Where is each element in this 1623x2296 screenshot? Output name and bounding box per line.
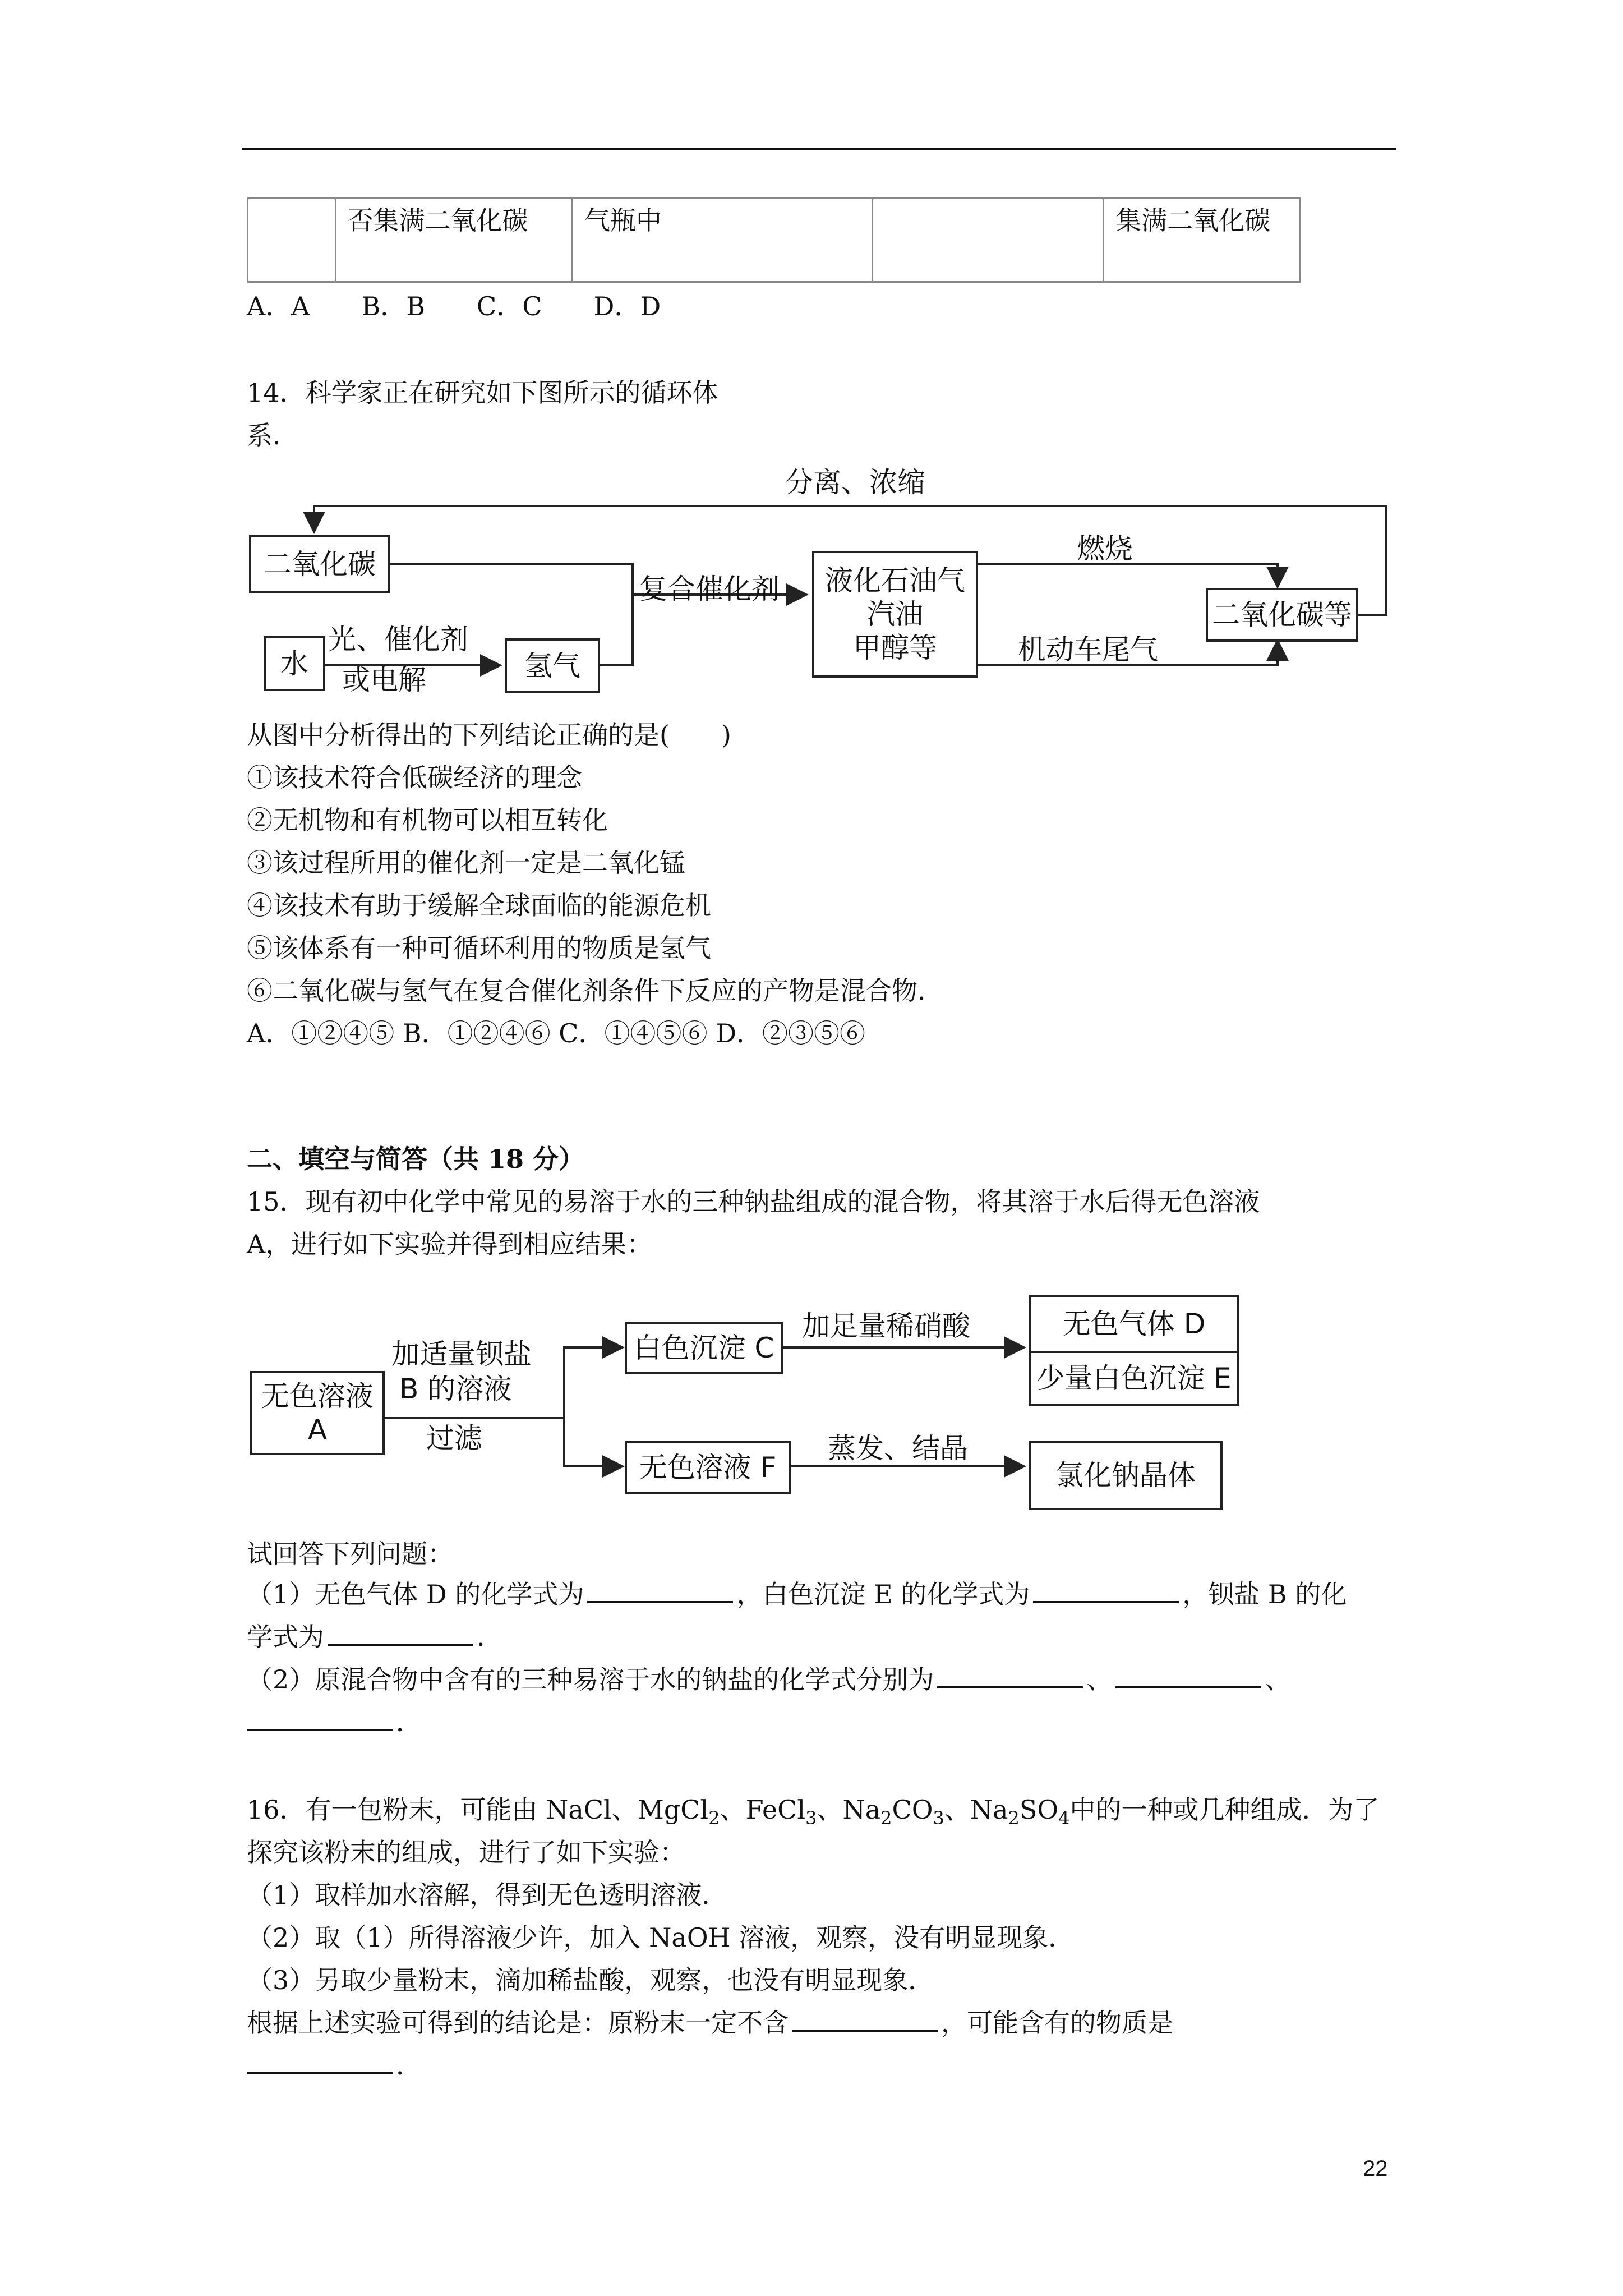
solution-a-line1: 无色溶液 — [261, 1380, 374, 1412]
table-cell: 否集满二氧化碳 — [335, 199, 572, 282]
box-co2-left: 二氧化碳 — [249, 535, 390, 593]
q16-text: 根据上述实验可得到的结论是：原粉末一定不含 — [247, 2008, 789, 2038]
q15-q2-sep: 、 — [1086, 1664, 1113, 1695]
fuel-lpg: 液化石油气 — [825, 564, 965, 597]
q14-options: A．①②④⑤ B．①②④⑥ C．①④⑤⑥ D．②③⑤⑥ — [247, 1018, 865, 1048]
box-solution-f: 无色溶液 F — [625, 1441, 791, 1494]
label-or-electrolysis: 或电解 — [342, 664, 426, 696]
box-gas-d-precipitate-e — [1029, 1295, 1239, 1406]
q16-step1: （1）取样加水溶解，得到无色透明溶液． — [247, 1880, 728, 1910]
answer-blank[interactable] — [1033, 1579, 1179, 1603]
answer-blank[interactable] — [328, 1621, 473, 1646]
q16-text: 、FeCl — [720, 1795, 806, 1825]
q15-q1-line1 — [247, 1577, 1347, 1611]
label-add-barium-2: B 的溶液 — [399, 1373, 512, 1405]
q15-q1-text: ． — [477, 1622, 502, 1652]
label-combustion: 燃烧 — [1077, 532, 1133, 565]
q16-text: ，可能含有的物质是 — [941, 2008, 1173, 2038]
q16-text: 16．有一包粉末，可能由 NaCl、MgCl — [247, 1795, 709, 1825]
box-co2-right: 二氧化碳等 — [1206, 588, 1358, 642]
q16-conclusion-line2 — [247, 2049, 422, 2082]
table-cell — [872, 199, 1103, 282]
q14-statement: ③该过程所用的催化剂一定是二氧化锰 — [247, 848, 685, 878]
fuel-methanol: 甲醇等 — [853, 632, 937, 664]
section-title: 二、填空与简答（共 18 分） — [247, 1144, 585, 1174]
q16-stem-line1 — [247, 1793, 1379, 1835]
q15-stem-line1: 15．现有初中化学中常见的易溶于水的三种钠盐组成的混合物，将其溶于水后得无色溶液 — [247, 1186, 1260, 1217]
label-vehicle-exhaust: 机动车尾气 — [1018, 633, 1158, 666]
box-solution-a — [250, 1371, 385, 1455]
subscript: 3 — [805, 1807, 817, 1829]
q16-text: CO — [892, 1795, 933, 1825]
q15-stem-line2: A，进行如下实验并得到相应结果： — [247, 1229, 653, 1259]
subscript: 2 — [1008, 1807, 1020, 1829]
label-add-nitric-acid: 加足量稀硝酸 — [802, 1310, 970, 1342]
subscript: 4 — [1058, 1807, 1070, 1829]
label-light-catalyst: 光、催化剂 — [328, 623, 468, 656]
q15-q1-text: ，钡盐 B 的化 — [1182, 1579, 1347, 1609]
q14-statement: ①该技术符合低碳经济的理念 — [247, 762, 582, 793]
table-cell: 气瓶中 — [572, 199, 872, 282]
box-precipitate-c: 白色沉淀 C — [625, 1322, 783, 1374]
subscript: 2 — [708, 1807, 720, 1829]
box-water: 水 — [264, 636, 325, 691]
subscript: 3 — [933, 1807, 944, 1829]
header-rule — [242, 148, 1396, 150]
q15-q2-text: （2）原混合物中含有的三种易溶于水的钠盐的化学式分别为 — [247, 1664, 934, 1695]
label-separate-concentrate: 分离、浓缩 — [785, 466, 925, 499]
q15-q2-line2 — [247, 1705, 422, 1739]
fuel-gasoline: 汽油 — [867, 598, 923, 631]
q14-statement: ⑥二氧化碳与氢气在复合催化剂条件下反应的产物是混合物． — [247, 976, 943, 1006]
label-composite-catalyst: 复合催化剂 — [639, 573, 780, 605]
answer-blank[interactable] — [792, 2007, 938, 2032]
table-cell — [248, 199, 336, 282]
q15-q1-text: （1）无色气体 D 的化学式为 — [247, 1579, 584, 1609]
box-hydrogen: 氢气 — [505, 638, 600, 693]
answer-blank[interactable] — [247, 1706, 393, 1731]
answer-blank[interactable] — [587, 1579, 733, 1603]
label-filter: 过滤 — [426, 1422, 482, 1455]
answer-blank[interactable] — [247, 2050, 393, 2074]
q16-text: SO — [1019, 1795, 1059, 1825]
label-evaporate-crystallize: 蒸发、结晶 — [828, 1432, 968, 1465]
q14-question: 从图中分析得出的下列结论正确的是( ) — [247, 720, 731, 750]
q14-statement: ④该技术有助于缓解全球面临的能源危机 — [247, 890, 711, 921]
q16-conclusion-line1 — [247, 2006, 1173, 2040]
gas-d: 无色气体 D — [1031, 1297, 1237, 1353]
q15-q1-text: 学式为 — [247, 1622, 324, 1652]
q16-text: 中的一种或几种组成．为了 — [1069, 1795, 1380, 1825]
answer-table-fragment — [247, 197, 1301, 283]
q14-stem-line2: 系． — [247, 420, 298, 450]
q15-prompt: 试回答下列问题： — [247, 1539, 453, 1569]
q15-q1-text: ，白色沉淀 E 的化学式为 — [736, 1579, 1030, 1609]
q15-q2-line1 — [247, 1663, 1290, 1696]
answer-blank[interactable] — [1115, 1664, 1261, 1688]
q14-statement: ⑤该体系有一种可循环利用的物质是氢气 — [247, 933, 711, 963]
precipitate-e: 少量白色沉淀 E — [1036, 1362, 1232, 1395]
q16-text: 、Na — [944, 1795, 1008, 1825]
q15-q2-sep: 、 — [1265, 1664, 1291, 1695]
q15-q1-line2 — [247, 1620, 502, 1654]
table-cell: 集满二氧化碳 — [1104, 199, 1301, 282]
label-add-barium-1: 加适量钡盐 — [391, 1338, 532, 1370]
answer-blank[interactable] — [937, 1664, 1083, 1688]
q13-options: A．A B．B C．C D．D — [247, 291, 661, 321]
q16-step3: （3）另取少量粉末，滴加稀盐酸，观察，也没有明显现象． — [247, 1965, 934, 1995]
q16-stem-line2: 探究该粉末的组成，进行了如下实验： — [247, 1837, 685, 1867]
q15-q2-text: ． — [396, 1707, 422, 1737]
q14-statement: ②无机物和有机物可以相互转化 — [247, 805, 608, 835]
page-number: 22 — [1363, 2156, 1388, 2181]
box-fuels — [812, 551, 978, 678]
box-nacl-crystal: 氯化钠晶体 — [1029, 1441, 1223, 1510]
table-row — [248, 199, 1301, 282]
subscript: 2 — [880, 1807, 892, 1829]
solution-a-line2: A — [307, 1414, 328, 1446]
q16-text: 、Na — [817, 1795, 881, 1825]
q16-step2: （2）取（1）所得溶液少许，加入 NaOH 溶液，观察，没有明显现象． — [247, 1922, 1075, 1953]
q16-text: ． — [396, 2050, 422, 2081]
q14-stem-line1: 14．科学家正在研究如下图所示的循环体 — [247, 378, 718, 408]
